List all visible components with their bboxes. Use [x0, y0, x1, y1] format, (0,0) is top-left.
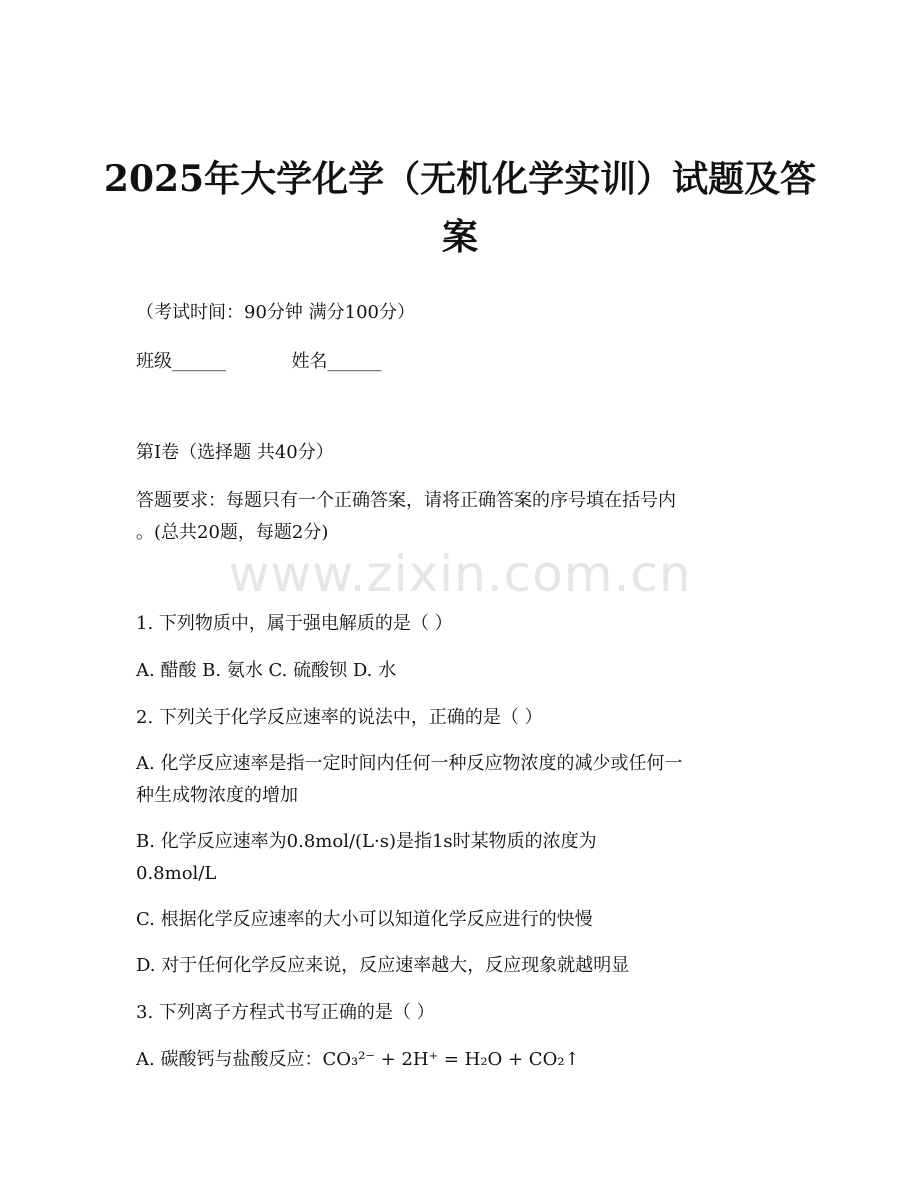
instructions-line-1: 答题要求：每题只有一个正确答案，请将正确答案的序号填在括号内 [136, 490, 676, 511]
question-3-option-a [136, 1043, 786, 1077]
question-2-stem: 2. 下列关于化学反应速率的说法中，正确的是（ ） [136, 707, 543, 728]
question-2-option-c: C. 根据化学反应速率的大小可以知道化学反应进行的快慢 [136, 909, 593, 930]
question-3-option-a-equation: CO₃²⁻ + 2H⁺ = H₂O + CO₂↑ [322, 1049, 580, 1070]
question-1-stem: 1. 下列物质中，属于强电解质的是（ ） [136, 613, 453, 634]
section-title: 第I卷（选择题 共40分） [136, 442, 334, 463]
exam-info: （考试时间：90分钟 满分100分） [136, 302, 415, 323]
question-2-option-a-line-2: 种生成物浓度的增加 [136, 785, 298, 806]
question-2-option-b-line-2: 0.8mol/L [136, 863, 217, 884]
question-2-option-d: D. 对于任何化学反应来说，反应速率越大，反应现象就越明显 [136, 955, 630, 976]
question-3-option-a-prefix: A. 碳酸钙与盐酸反应： [136, 1049, 323, 1070]
document-title [60, 150, 860, 266]
class-field: 班级______ [136, 351, 226, 372]
question-3-stem: 3. 下列离子方程式书写正确的是（ ） [136, 1002, 435, 1023]
title-line-2: 案 [441, 216, 478, 258]
title-line-1: 2025年大学化学（无机化学实训）试题及答 [103, 158, 817, 200]
question-2-option-a-line-1: A. 化学反应速率是指一定时间内任何一种反应物浓度的减少或任何一 [136, 753, 683, 774]
name-field: 姓名______ [291, 351, 382, 372]
watermark: www.zixin.com.cn [228, 545, 692, 603]
student-info-row [136, 345, 786, 379]
question-1-options: A. 醋酸 B. 氨水 C. 硫酸钡 D. 水 [136, 660, 397, 681]
question-2-option-b-line-1: B. 化学反应速率为0.8mol/(L·s)是指1s时某物质的浓度为 [136, 831, 597, 852]
instructions-line-2: 。(总共20题，每题2分) [136, 522, 329, 543]
